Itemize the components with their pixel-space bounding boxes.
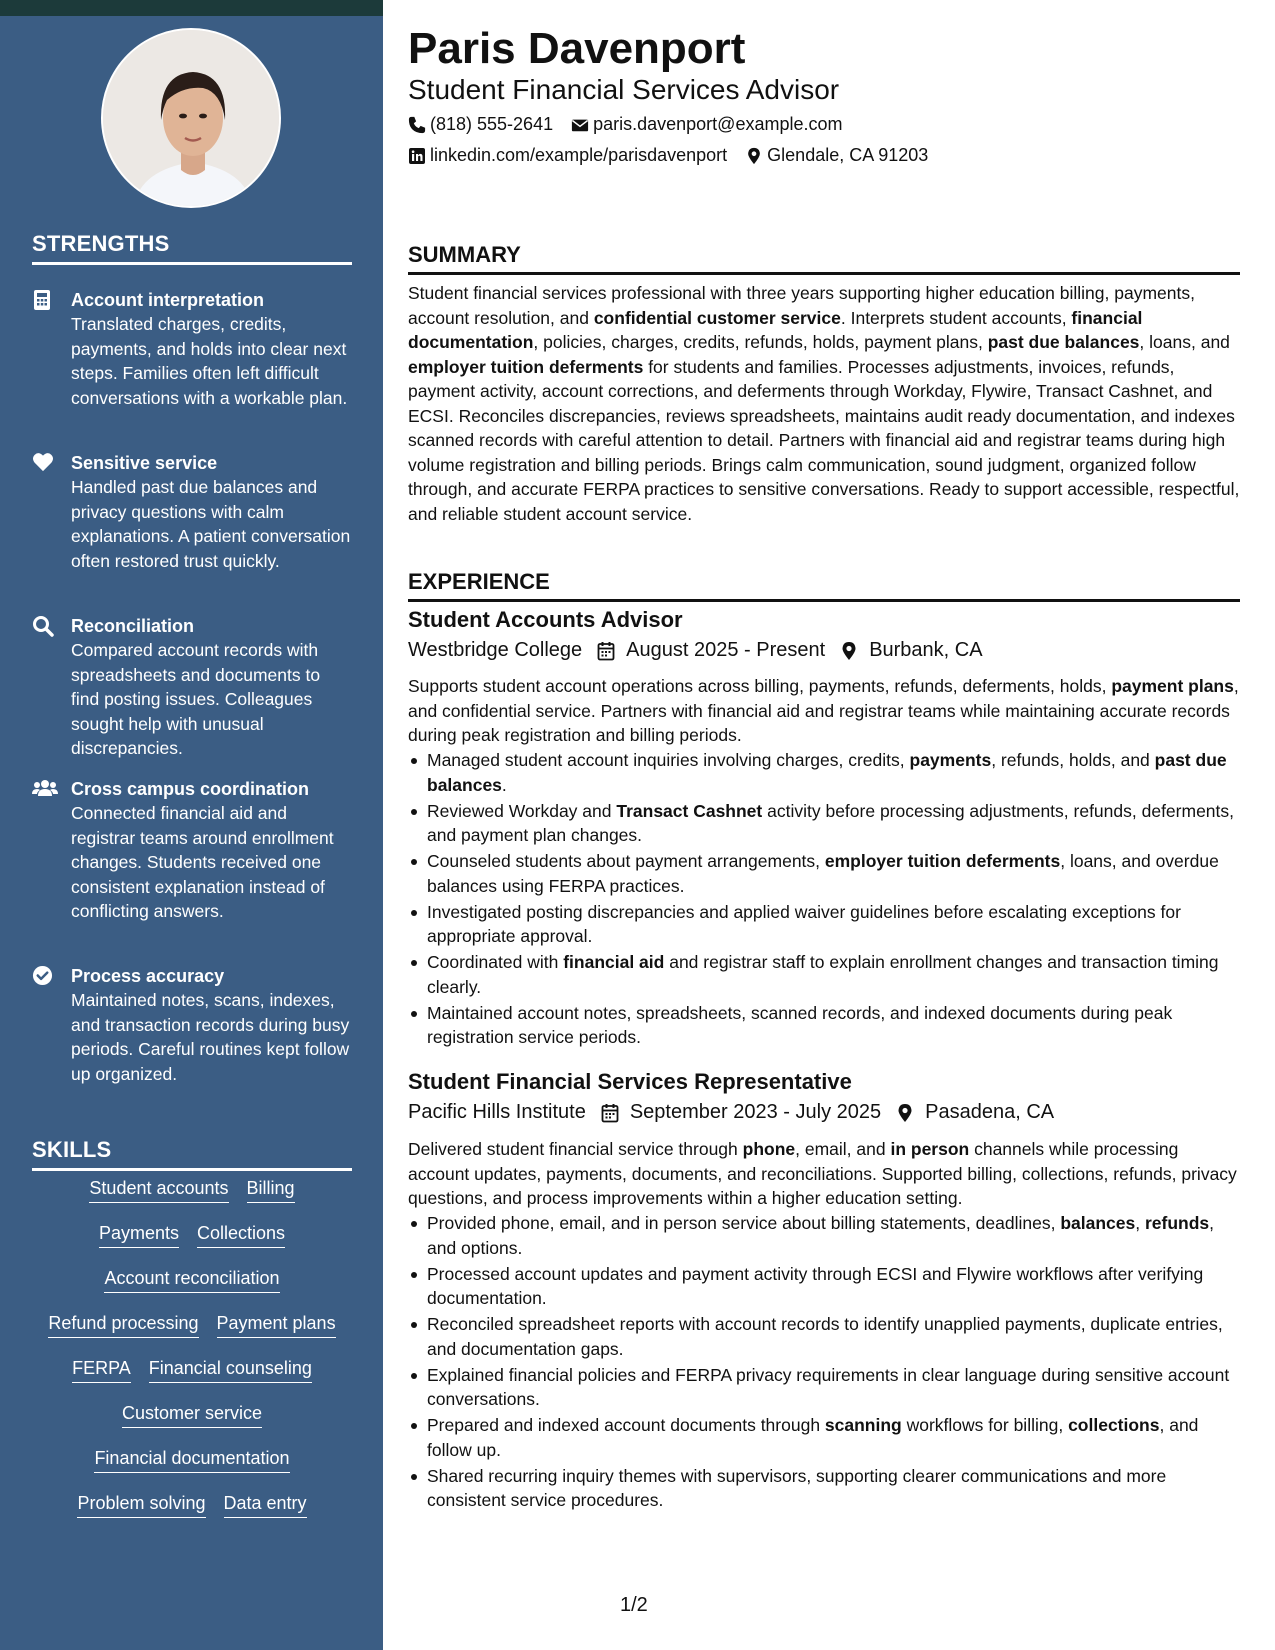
text-segment: Delivered student financial service through <box>408 1139 743 1159</box>
text-segment: Coordinated with <box>427 952 564 972</box>
text-segment: . Interprets student accounts, <box>840 307 1072 328</box>
bold-keyword: employer tuition deferments <box>408 356 644 377</box>
strength-description: Handled past due balances and privacy questions with calm explanations. A patient conversation often restored trust quickly. <box>71 477 351 571</box>
bold-keyword: payments <box>909 750 992 770</box>
phone-icon <box>408 116 426 134</box>
bullet-item <box>408 1464 1240 1513</box>
strength-title: Process accuracy <box>71 966 225 986</box>
skill-tag: Payment plans <box>217 1311 336 1338</box>
bullet-item <box>408 799 1240 848</box>
bold-keyword: Transact Cashnet <box>616 800 763 821</box>
skill-tag: Collections <box>197 1221 285 1248</box>
sidebar-top-band <box>0 0 383 16</box>
text-segment: . <box>501 774 507 795</box>
strength-description: Connected financial aid and registrar teams around enrollment changes. Students received one consistent explanation instead of conflicting answers. <box>71 803 334 921</box>
skill-row <box>32 1221 352 1266</box>
strength-title: Reconciliation <box>71 616 195 636</box>
text-segment: Reconciled spreadsheet reports with account records to identify unapplied payments, duplicate entries, and documentation gaps. <box>427 1314 1223 1359</box>
text-segment: , and confidential service. Partners with financial aid and registrar teams while maintaining accurate records during peak registration and billing periods. <box>408 676 1239 745</box>
text-segment: , loans, and <box>1139 332 1230 352</box>
text-segment: Provided phone, email, and in person service about billing statements, deadlines, <box>427 1213 1061 1233</box>
bold-keyword: past due balances <box>427 750 1227 795</box>
bold-keyword: phone <box>742 1139 796 1159</box>
text-segment: Prepared and indexed account documents through <box>427 1415 825 1435</box>
text-segment: , email, and <box>795 1139 891 1159</box>
skill-row <box>32 1446 352 1491</box>
text-segment: for students and families. Processes adjustments, invoices, refunds, payment activity, account corrections, and deferments through Workday, Flywire, Transact Cashnet, and ECSI. Reconciles discrepancies, reviews spreadsheets, maintains audit ready documentation, and indexes scanned records with careful attention to detail. Partners with financial aid and registrar teams during high volume registration and billing periods. Brings calm communication, sound judgment, organized follow through, and accurate FERPA practices to sensitive conversations. Ready to support accessible, respectful, and reliable student account service. <box>408 356 1240 524</box>
bullet-item <box>408 950 1240 999</box>
summary-text <box>408 281 1240 526</box>
job-dates <box>596 639 825 662</box>
job-meta <box>408 1101 1068 1124</box>
location-pin-icon <box>745 147 763 165</box>
text-segment: , and options. <box>427 1213 1215 1258</box>
bold-keyword: balances <box>1060 1213 1136 1233</box>
dates-text: August 2025 - Present <box>626 639 826 661</box>
job-location <box>895 1101 1054 1124</box>
text-segment: activity before processing adjustments, refunds, deferments, and payment plan changes. <box>427 800 1235 845</box>
bullet-item <box>408 1363 1240 1412</box>
contact-row <box>408 114 860 135</box>
bold-keyword: collections <box>1068 1415 1160 1435</box>
text-segment: Counseled students about payment arrangements, <box>427 851 825 871</box>
strength-item <box>32 288 352 410</box>
linkedin-link[interactable]: linkedin.com/example/parisdavenport <box>430 145 728 165</box>
contact-location <box>745 145 928 166</box>
text-segment: Shared recurring inquiry themes with supervisors, supporting clearer communications and more consistent service procedures. <box>427 1465 1167 1510</box>
summary-heading: SUMMARY <box>408 242 1240 275</box>
job-description <box>408 1137 1240 1211</box>
job-meta <box>408 639 997 662</box>
bold-keyword: past due balances <box>987 332 1140 352</box>
skill-row <box>32 1356 352 1401</box>
text-segment: , loans, and overdue balances using FERPA practices. <box>427 851 1219 896</box>
location-text: Pasadena, CA <box>925 1101 1055 1123</box>
bullet-item <box>408 1413 1240 1462</box>
job-bullets <box>408 1211 1240 1514</box>
job-title: Student Financial Services Representative <box>408 1069 852 1094</box>
email-link[interactable]: paris.davenport@example.com <box>593 114 843 134</box>
skill-tag: Customer service <box>122 1401 262 1428</box>
skill-tag: Refund processing <box>48 1311 198 1338</box>
text-segment: Explained financial policies and FERPA privacy requirements in clear language during sensitive account conversations. <box>427 1364 1230 1409</box>
company-name: Pacific Hills Institute <box>408 1101 586 1123</box>
bullet-item <box>408 1001 1240 1050</box>
skill-tag: Billing <box>247 1176 295 1203</box>
sidebar <box>0 0 383 1650</box>
text-segment: Investigated posting discrepancies and applied waiver guidelines before escalating exceptions for appropriate approval. <box>427 901 1181 946</box>
skill-tag: Data entry <box>224 1491 307 1518</box>
bold-keyword: confidential customer service <box>593 307 841 328</box>
strength-description: Translated charges, credits, payments, and holds into clear next steps. Families often left difficult conversations with a workable plan. <box>71 314 348 408</box>
location-text: Glendale, CA 91203 <box>767 145 929 165</box>
contact-row <box>408 145 946 166</box>
text-segment: Maintained account notes, spreadsheets, scanned records, and indexed documents during peak registration service periods. <box>427 1002 1173 1047</box>
skill-row <box>32 1266 352 1311</box>
bold-keyword: scanning <box>824 1415 902 1435</box>
skill-tag: Account reconciliation <box>104 1266 279 1293</box>
bullet-item <box>408 748 1240 797</box>
skill-row <box>32 1176 352 1221</box>
job-company <box>408 639 582 662</box>
skills-list <box>32 1176 352 1536</box>
strength-item <box>32 964 352 1086</box>
skill-row <box>32 1491 352 1536</box>
dates-text: September 2023 - July 2025 <box>629 1101 882 1123</box>
bold-keyword: employer tuition deferments <box>824 851 1061 871</box>
job-description <box>408 674 1240 748</box>
job-dates <box>600 1101 881 1124</box>
text-segment: , refunds, holds, and <box>991 750 1155 770</box>
bold-keyword: in person <box>890 1139 970 1159</box>
calculator-icon <box>32 289 56 313</box>
skill-row <box>32 1311 352 1356</box>
job-bullets <box>408 748 1240 1051</box>
bold-keyword: financial aid <box>563 952 665 972</box>
strength-description: Compared account records with spreadsheets and documents to find posting issues. Colleagues sought help with unusual discrepancies. <box>71 640 321 758</box>
strength-description: Maintained notes, scans, indexes, and transaction records during busy periods. Careful routines kept follow up organized. <box>71 990 350 1084</box>
location-text: Burbank, CA <box>869 639 983 661</box>
strength-title: Cross campus coordination <box>71 779 310 799</box>
skill-tag: Financial documentation <box>94 1446 289 1473</box>
text-segment: , and follow up. <box>427 1415 1199 1460</box>
strength-item <box>32 451 352 573</box>
skills-heading: SKILLS <box>32 1137 352 1171</box>
job-company <box>408 1101 586 1124</box>
strength-item <box>32 614 352 761</box>
text-segment: Processed account updates and payment activity through ECSI and Flywire workflows after verifying documentation. <box>427 1263 1204 1308</box>
check-circle-icon <box>32 965 56 989</box>
calendar-icon <box>600 1103 620 1123</box>
text-segment: channels while processing account updates, payments, documents, and reconciliations. Supported billing, collections, refunds, privacy questions, and process improvements within a higher education setting. <box>408 1139 1237 1208</box>
search-icon <box>32 615 56 639</box>
contact-linkedin[interactable] <box>408 145 727 166</box>
strength-title: Account interpretation <box>71 290 265 310</box>
contact-email[interactable] <box>571 114 842 135</box>
bold-keyword: refunds <box>1144 1213 1210 1233</box>
skill-tag: Payments <box>99 1221 179 1248</box>
envelope-icon <box>571 116 589 134</box>
location-pin-icon <box>839 641 859 661</box>
calendar-icon <box>596 641 616 661</box>
company-name: Westbridge College <box>408 639 583 661</box>
job-location <box>839 639 982 662</box>
bullet-item <box>408 849 1240 898</box>
text-segment: Supports student account operations across billing, payments, refunds, deferments, holds, <box>408 676 1112 696</box>
bullet-item <box>408 900 1240 949</box>
text-segment: , policies, charges, credits, refunds, holds, payment plans, <box>533 332 988 352</box>
text-segment: , <box>1135 1213 1145 1233</box>
skill-tag: Student accounts <box>89 1176 228 1203</box>
strength-item <box>32 777 352 924</box>
bold-keyword: financial documentation <box>408 307 1143 352</box>
phone-text: (818) 555-2641 <box>430 114 554 134</box>
page-number: 1/2 <box>620 1594 648 1616</box>
text-segment: Managed student account inquiries involving charges, credits, <box>427 750 910 770</box>
contact-phone <box>408 114 553 135</box>
candidate-title: Student Financial Services Advisor <box>408 74 840 105</box>
strength-title: Sensitive service <box>71 453 218 473</box>
location-pin-icon <box>895 1103 915 1123</box>
heart-icon <box>32 452 56 476</box>
experience-heading: EXPERIENCE <box>408 569 1240 602</box>
skill-row <box>32 1401 352 1446</box>
text-segment: Reviewed Workday and <box>427 800 617 821</box>
bold-keyword: payment plans <box>1111 676 1234 696</box>
text-segment: and registrar staff to explain enrollment changes and transaction timing clearly. <box>427 952 1219 997</box>
strengths-heading: STRENGTHS <box>32 231 352 265</box>
bullet-item <box>408 1262 1240 1311</box>
bullet-item <box>408 1211 1240 1260</box>
skill-tag: Financial counseling <box>149 1356 312 1383</box>
skill-tag: Problem solving <box>77 1491 205 1518</box>
profile-photo <box>101 28 281 208</box>
linkedin-icon <box>408 147 426 165</box>
bullet-item <box>408 1312 1240 1361</box>
candidate-name: Paris Davenport <box>408 24 746 73</box>
users-icon <box>32 778 56 802</box>
text-segment: workflows for billing, <box>901 1415 1069 1435</box>
job-title: Student Accounts Advisor <box>408 607 683 632</box>
text-segment: Student financial services professional with three years supporting higher education billing, payments, account resolution, and <box>408 283 1195 328</box>
skill-tag: FERPA <box>72 1356 131 1383</box>
